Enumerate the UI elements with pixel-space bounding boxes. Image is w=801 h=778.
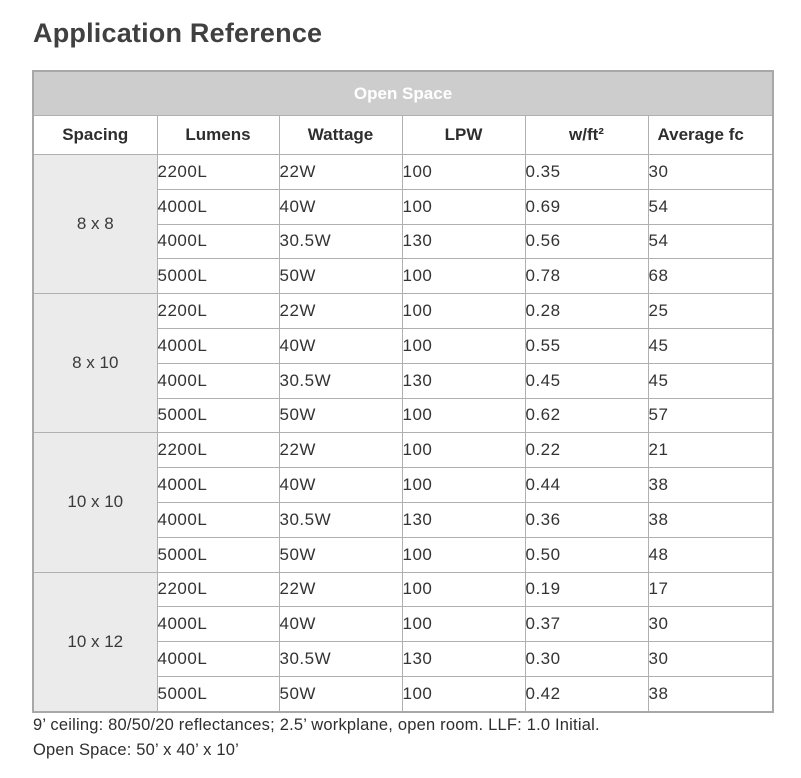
- table-row: [33, 433, 773, 468]
- lumens-cell: 5000L: [157, 259, 279, 294]
- lumens-cell: 2200L: [157, 433, 279, 468]
- header-w-per-ft2: w/ft²: [525, 116, 648, 155]
- header-lumens: Lumens: [157, 116, 279, 155]
- average-fc-cell: 21: [648, 433, 773, 468]
- w-per-ft2-cell: 0.78: [525, 259, 648, 294]
- average-fc-cell: 30: [648, 155, 773, 190]
- wattage-cell: 22W: [279, 294, 402, 329]
- lpw-cell: 100: [402, 433, 525, 468]
- wattage-cell: 30.5W: [279, 642, 402, 677]
- spacing-cell: 10 x 10: [33, 433, 157, 572]
- lumens-cell: 2200L: [157, 572, 279, 607]
- wattage-cell: 40W: [279, 189, 402, 224]
- lumens-cell: 5000L: [157, 676, 279, 711]
- page-title: Application Reference: [33, 18, 323, 48]
- w-per-ft2-cell: 0.22: [525, 433, 648, 468]
- lpw-cell: 100: [402, 155, 525, 190]
- wattage-cell: 22W: [279, 433, 402, 468]
- average-fc-cell: 30: [648, 607, 773, 642]
- lpw-cell: 100: [402, 294, 525, 329]
- lumens-cell: 4000L: [157, 363, 279, 398]
- wattage-cell: 30.5W: [279, 224, 402, 259]
- average-fc-cell: 38: [648, 676, 773, 711]
- table-row: [33, 294, 773, 329]
- average-fc-cell: 54: [648, 224, 773, 259]
- footnote-conditions: 9’ ceiling: 80/50/20 reflectances; 2.5’ workplane, open room. LLF: 1.0 Initial.: [33, 716, 600, 734]
- lpw-cell: 100: [402, 398, 525, 433]
- table-row: [33, 155, 773, 190]
- wattage-cell: 30.5W: [279, 363, 402, 398]
- lumens-cell: 5000L: [157, 398, 279, 433]
- lpw-cell: 100: [402, 189, 525, 224]
- application-reference-table: [32, 70, 774, 713]
- lpw-cell: 130: [402, 642, 525, 677]
- lpw-cell: 130: [402, 363, 525, 398]
- wattage-cell: 40W: [279, 328, 402, 363]
- w-per-ft2-cell: 0.62: [525, 398, 648, 433]
- wattage-cell: 50W: [279, 676, 402, 711]
- lpw-cell: 100: [402, 607, 525, 642]
- spacing-cell: 8 x 8: [33, 155, 157, 294]
- header-spacing: Spacing: [33, 116, 157, 155]
- average-fc-cell: 30: [648, 642, 773, 677]
- lumens-cell: 4000L: [157, 328, 279, 363]
- w-per-ft2-cell: 0.50: [525, 537, 648, 572]
- lumens-cell: 4000L: [157, 224, 279, 259]
- wattage-cell: 50W: [279, 537, 402, 572]
- spacing-cell: 10 x 12: [33, 572, 157, 712]
- lumens-cell: 4000L: [157, 189, 279, 224]
- average-fc-cell: 48: [648, 537, 773, 572]
- lumens-cell: 2200L: [157, 294, 279, 329]
- lpw-cell: 130: [402, 224, 525, 259]
- spacing-cell: 8 x 10: [33, 294, 157, 433]
- w-per-ft2-cell: 0.44: [525, 468, 648, 503]
- w-per-ft2-cell: 0.36: [525, 502, 648, 537]
- lumens-cell: 2200L: [157, 155, 279, 190]
- table-body: [33, 155, 773, 712]
- lpw-cell: 100: [402, 676, 525, 711]
- w-per-ft2-cell: 0.42: [525, 676, 648, 711]
- lpw-cell: 130: [402, 502, 525, 537]
- average-fc-cell: 54: [648, 189, 773, 224]
- w-per-ft2-cell: 0.35: [525, 155, 648, 190]
- w-per-ft2-cell: 0.45: [525, 363, 648, 398]
- w-per-ft2-cell: 0.30: [525, 642, 648, 677]
- lpw-cell: 100: [402, 572, 525, 607]
- wattage-cell: 22W: [279, 572, 402, 607]
- w-per-ft2-cell: 0.19: [525, 572, 648, 607]
- table-banner: Open Space: [33, 71, 773, 116]
- w-per-ft2-cell: 0.37: [525, 607, 648, 642]
- average-fc-cell: 57: [648, 398, 773, 433]
- average-fc-cell: 38: [648, 468, 773, 503]
- lpw-cell: 100: [402, 259, 525, 294]
- wattage-cell: 40W: [279, 468, 402, 503]
- wattage-cell: 22W: [279, 155, 402, 190]
- average-fc-cell: 25: [648, 294, 773, 329]
- wattage-cell: 40W: [279, 607, 402, 642]
- wattage-cell: 50W: [279, 398, 402, 433]
- w-per-ft2-cell: 0.55: [525, 328, 648, 363]
- average-fc-cell: 68: [648, 259, 773, 294]
- lumens-cell: 4000L: [157, 502, 279, 537]
- average-fc-cell: 38: [648, 502, 773, 537]
- average-fc-cell: 45: [648, 328, 773, 363]
- header-average-fc: Average fc: [648, 116, 773, 155]
- header-row: [33, 116, 773, 155]
- w-per-ft2-cell: 0.69: [525, 189, 648, 224]
- lpw-cell: 100: [402, 328, 525, 363]
- w-per-ft2-cell: 0.28: [525, 294, 648, 329]
- footnote-room-size: Open Space: 50’ x 40’ x 10’: [33, 741, 239, 759]
- wattage-cell: 50W: [279, 259, 402, 294]
- lumens-cell: 4000L: [157, 607, 279, 642]
- lpw-cell: 100: [402, 468, 525, 503]
- table-row: [33, 572, 773, 607]
- header-lpw: LPW: [402, 116, 525, 155]
- average-fc-cell: 45: [648, 363, 773, 398]
- lumens-cell: 4000L: [157, 642, 279, 677]
- lpw-cell: 100: [402, 537, 525, 572]
- lumens-cell: 5000L: [157, 537, 279, 572]
- average-fc-cell: 17: [648, 572, 773, 607]
- wattage-cell: 30.5W: [279, 502, 402, 537]
- header-wattage: Wattage: [279, 116, 402, 155]
- lumens-cell: 4000L: [157, 468, 279, 503]
- w-per-ft2-cell: 0.56: [525, 224, 648, 259]
